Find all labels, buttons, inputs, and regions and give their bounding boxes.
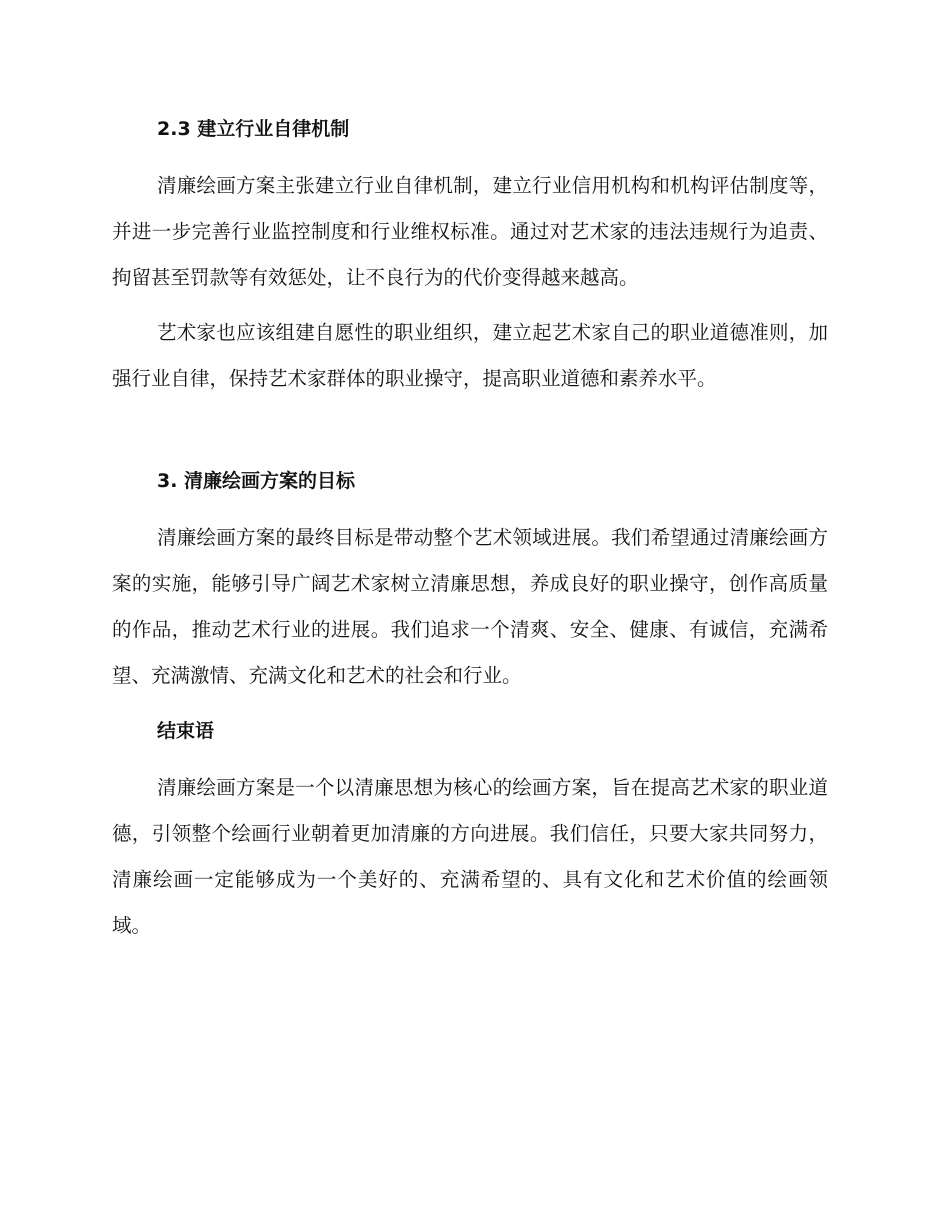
section-heading-conclusion: 结束语	[157, 720, 215, 742]
paragraph-self-regulation-1: 清廉绘画方案主张建立行业自律机制，建立行业信用机构和机构评估制度等，并进一步完善行业监控制度和行业维权标准。通过对艺术家的违法违规行为追责、拘留甚至罚款等有效惩处，让不良行为的代价变得越来越高。	[112, 174, 828, 289]
paragraph-self-regulation-2: 艺术家也应该组建自愿性的职业组织，建立起艺术家自己的职业道德准则，加强行业自律，保持艺术家群体的职业操守，提高职业道德和素养水平。	[112, 321, 828, 390]
section-heading-self-regulation: 2.3 建立行业自律机制	[157, 118, 350, 140]
section-heading-goals: 3. 清廉绘画方案的目标	[157, 470, 356, 492]
paragraph-conclusion-1: 清廉绘画方案是一个以清廉思想为核心的绘画方案，旨在提高艺术家的职业道德，引领整个绘画行业朝着更加清廉的方向进展。我们信任，只要大家共同努力，清廉绘画一定能够成为一个美好的、充满希望的、具有文化和艺术价值的绘画领域。	[112, 776, 828, 937]
paragraph-goals-1: 清廉绘画方案的最终目标是带动整个艺术领域进展。我们希望通过清廉绘画方案的实施，能够引导广阔艺术家树立清廉思想，养成良好的职业操守，创作高质量的作品，推动艺术行业的进展。我们追求一个清爽、安全、健康、有诚信，充满希望、充满激情、充满文化和艺术的社会和行业。	[112, 526, 828, 687]
